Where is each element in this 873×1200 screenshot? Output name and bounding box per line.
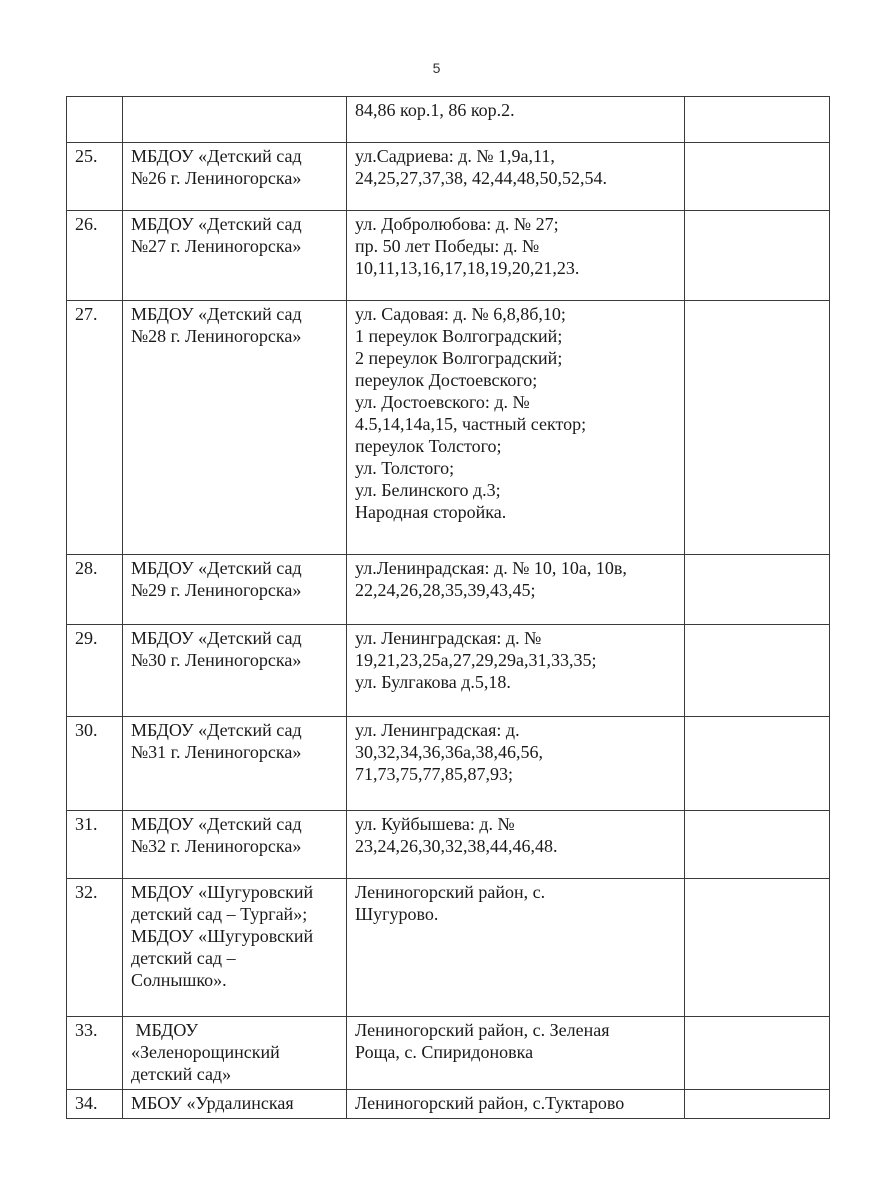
- organization-line: «Зеленорощинский: [131, 1042, 280, 1062]
- address-cell: [347, 811, 685, 879]
- address-line: переулок Достоевского;: [355, 370, 538, 390]
- organization-cell: [123, 811, 347, 879]
- organization-line: МБДОУ «Детский сад: [131, 146, 302, 166]
- table-row: [67, 301, 830, 555]
- address-cell: [347, 143, 685, 211]
- organization-line: детский сад – Тургай»;: [131, 904, 308, 924]
- organization-line: МБДОУ «Детский сад: [131, 304, 302, 324]
- row-number-cell: 26.: [67, 211, 123, 301]
- address-cell: [347, 1090, 685, 1119]
- address-line: Лениногорский район, с.Туктарово: [355, 1093, 625, 1113]
- address-line: 1 переулок Волгоградский;: [355, 326, 563, 346]
- organization-line: МБДОУ «Шугуровский: [131, 882, 314, 902]
- notes-cell: [685, 143, 830, 211]
- table-row: [67, 625, 830, 717]
- address-line: ул. Добролюбова: д. № 27;: [355, 214, 559, 234]
- organization-cell: [123, 211, 347, 301]
- organization-line: МБДОУ «Детский сад: [131, 628, 302, 648]
- row-number-cell: 27.: [67, 301, 123, 555]
- address-line: Роща, с. Спиридоновка: [355, 1042, 534, 1062]
- organization-cell: [123, 97, 347, 143]
- address-line: 71,73,75,77,85,87,93;: [355, 764, 514, 784]
- address-line: ул.Ленинрадская: д. № 10, 10а, 10в,: [355, 558, 627, 578]
- address-cell: [347, 717, 685, 811]
- organization-line: МБДОУ «Детский сад: [131, 214, 302, 234]
- address-line: 22,24,26,28,35,39,43,45;: [355, 580, 536, 600]
- notes-cell: [685, 97, 830, 143]
- organization-cell: [123, 555, 347, 625]
- organization-line: №32 г. Лениногорска»: [131, 836, 302, 856]
- address-line: 24,25,27,37,38, 42,44,48,50,52,54.: [355, 168, 607, 188]
- address-line: Шугурово.: [355, 904, 439, 924]
- address-line: ул. Ленинградская: д. №: [355, 628, 542, 648]
- table-row: [67, 717, 830, 811]
- address-line: 10,11,13,16,17,18,19,20,21,23.: [355, 258, 580, 278]
- address-line: 84,86 кор.1, 86 кор.2.: [355, 100, 515, 120]
- organization-line: МБОУ «Урдалинская: [131, 1093, 294, 1113]
- organization-line: №27 г. Лениногорска»: [131, 236, 302, 256]
- notes-cell: [685, 301, 830, 555]
- table-row: [67, 811, 830, 879]
- address-cell: [347, 555, 685, 625]
- address-cell: [347, 97, 685, 143]
- address-line: 2 переулок Волгоградский;: [355, 348, 563, 368]
- row-number-cell: 25.: [67, 143, 123, 211]
- address-line: ул. Толстого;: [355, 458, 455, 478]
- row-number-cell: 29.: [67, 625, 123, 717]
- organization-cell: [123, 301, 347, 555]
- notes-cell: [685, 211, 830, 301]
- row-number-cell: [67, 97, 123, 143]
- row-number-cell: 30.: [67, 717, 123, 811]
- notes-cell: [685, 1017, 830, 1090]
- organization-cell: [123, 625, 347, 717]
- table-row: [67, 211, 830, 301]
- organization-cell: [123, 717, 347, 811]
- address-cell: [347, 625, 685, 717]
- organization-line: детский сад»: [131, 1064, 232, 1084]
- organization-line: №29 г. Лениногорска»: [131, 580, 302, 600]
- organization-line: №30 г. Лениногорска»: [131, 650, 302, 670]
- notes-cell: [685, 811, 830, 879]
- address-line: ул. Достоевского: д. №: [355, 392, 530, 412]
- row-number-cell: 31.: [67, 811, 123, 879]
- address-cell: [347, 301, 685, 555]
- address-cell: [347, 211, 685, 301]
- organization-cell: [123, 143, 347, 211]
- table-row: [67, 1090, 830, 1119]
- organization-line: Солнышко».: [131, 970, 227, 990]
- organization-line: №31 г. Лениногорска»: [131, 742, 302, 762]
- table-row: [67, 879, 830, 1017]
- page-number: 5: [432, 60, 441, 76]
- address-line: ул.Садриева: д. № 1,9а,11,: [355, 146, 555, 166]
- notes-cell: [685, 879, 830, 1017]
- address-line: ул. Булгакова д.5,18.: [355, 672, 511, 692]
- table-row: [67, 555, 830, 625]
- organization-line: МБДОУ «Детский сад: [131, 720, 302, 740]
- organization-line: МБДОУ «Детский сад: [131, 814, 302, 834]
- address-line: Лениногорский район, с. Зеленая: [355, 1020, 610, 1040]
- notes-cell: [685, 555, 830, 625]
- row-number-cell: 28.: [67, 555, 123, 625]
- kindergarten-address-table: [66, 96, 830, 1119]
- table-row: [67, 143, 830, 211]
- organization-cell: [123, 879, 347, 1017]
- address-line: ул. Ленинградская: д.: [355, 720, 520, 740]
- address-cell: [347, 879, 685, 1017]
- address-line: Лениногорский район, с.: [355, 882, 546, 902]
- row-number-cell: 32.: [67, 879, 123, 1017]
- organization-line: детский сад –: [131, 948, 236, 968]
- notes-cell: [685, 1090, 830, 1119]
- address-line: 4.5,14,14а,15, частный сектор;: [355, 414, 587, 434]
- organization-line: МБДОУ «Шугуровский: [131, 926, 314, 946]
- address-cell: [347, 1017, 685, 1090]
- table-row: [67, 97, 830, 143]
- address-line: переулок Толстого;: [355, 436, 502, 456]
- address-line: Народная сторойка.: [355, 502, 507, 522]
- notes-cell: [685, 625, 830, 717]
- organization-line: №28 г. Лениногорска»: [131, 326, 302, 346]
- organization-cell: [123, 1090, 347, 1119]
- organization-line: МБДОУ «Детский сад: [131, 558, 302, 578]
- address-line: пр. 50 лет Победы: д. №: [355, 236, 540, 256]
- organization-cell: [123, 1017, 347, 1090]
- table-row: [67, 1017, 830, 1090]
- address-line: 30,32,34,36,36а,38,46,56,: [355, 742, 543, 762]
- row-number-cell: 34.: [67, 1090, 123, 1119]
- address-line: ул. Садовая: д. № 6,8,8б,10;: [355, 304, 566, 324]
- address-line: 19,21,23,25а,27,29,29а,31,33,35;: [355, 650, 597, 670]
- address-line: 23,24,26,30,32,38,44,46,48.: [355, 836, 558, 856]
- organization-line: МБДОУ: [131, 1020, 199, 1040]
- notes-cell: [685, 717, 830, 811]
- row-number-cell: 33.: [67, 1017, 123, 1090]
- organization-line: №26 г. Лениногорска»: [131, 168, 302, 188]
- address-line: ул. Куйбышева: д. №: [355, 814, 515, 834]
- address-line: ул. Белинского д.3;: [355, 480, 501, 500]
